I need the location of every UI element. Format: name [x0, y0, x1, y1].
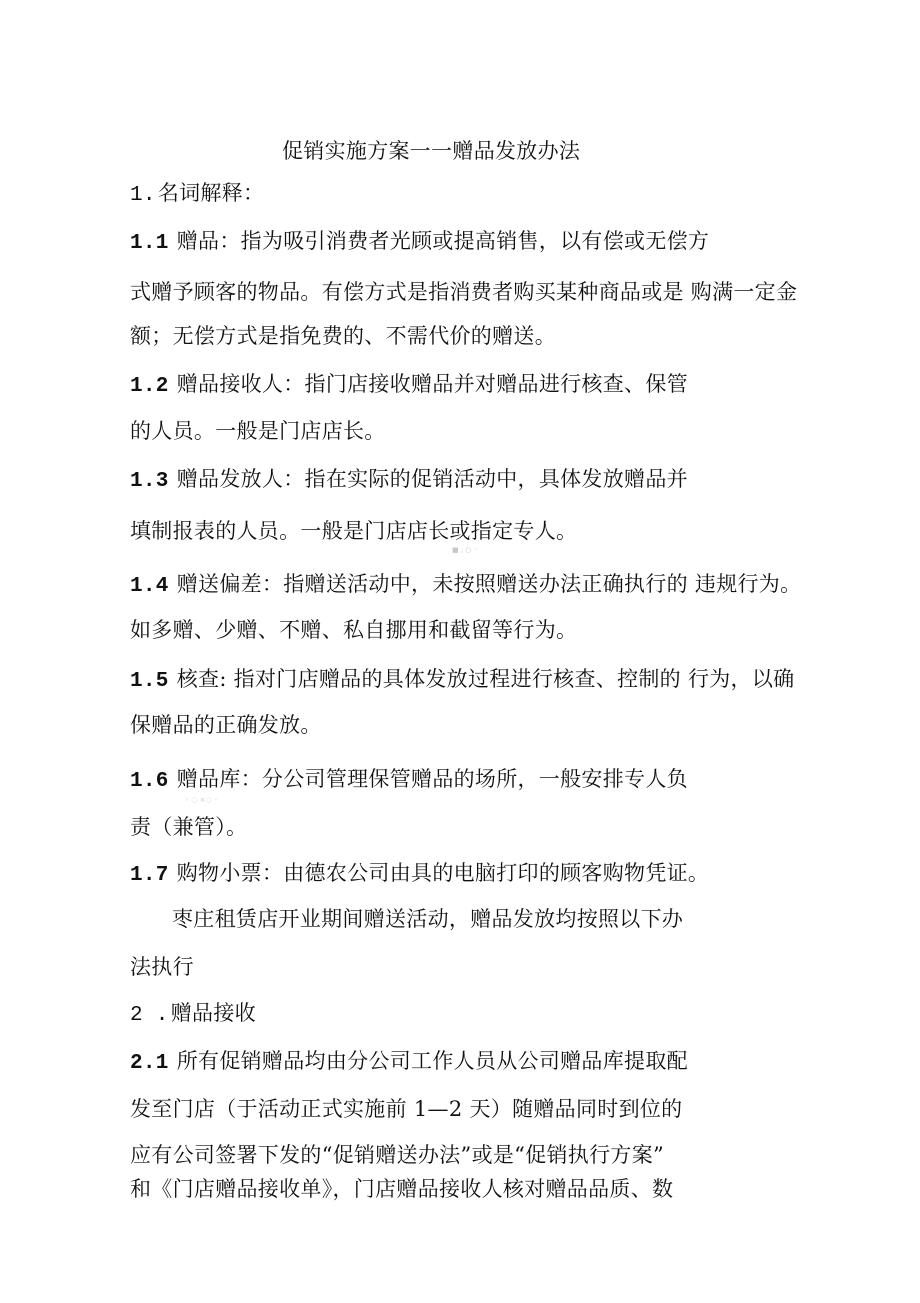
- definition-item-1-7: [130, 860, 709, 889]
- item-number: 1.6: [130, 770, 169, 793]
- section-heading-text: 赠品接收: [170, 1001, 256, 1025]
- item-text: 赠品接收人：指门店接收赠品并对赠品进行核查、保管: [176, 372, 688, 396]
- item-number: 1.5: [130, 670, 169, 693]
- section-heading-text: 名词解释：: [157, 181, 265, 205]
- section-number: 2 .: [130, 1004, 169, 1027]
- item-text: 赠品发放人：指在实际的促销活动中，具体发放赠品并: [176, 467, 688, 491]
- section-heading-1: [130, 180, 264, 209]
- paragraph-line: 和《门店赠品接收单》，门店赠品接收人核对赠品品质、数: [130, 1177, 674, 1201]
- procedure-item-2-1: [130, 1048, 688, 1077]
- paragraph-line: 发至门店（于活动正式实施前 1—2 天）随赠品同时到位的: [130, 1097, 683, 1121]
- item-number: 1.2: [130, 375, 169, 398]
- item-text: 所有促销赠品均由分公司工作人员从公司赠品库提取配: [176, 1049, 688, 1073]
- definition-item-1-2: [130, 371, 688, 400]
- scan-artifact: ■ ; ○ ◦: [452, 546, 478, 554]
- item-number: 1.3: [130, 470, 169, 493]
- document-title: 促销实施方案一一赠品发放办法: [282, 139, 581, 163]
- definition-item-1-4: [130, 571, 801, 600]
- item-text: 赠送偏差：指赠送活动中，未按照赠送办法正确执行的 违规行为。: [176, 572, 802, 596]
- section-heading-2: [130, 1000, 256, 1029]
- paragraph-line: 保赠品的正确发放。: [130, 713, 322, 737]
- scan-artifact: ◦ ◌ ×◌ ◦: [185, 796, 219, 804]
- definition-item-1-3: [130, 466, 688, 495]
- item-number: 1.1: [130, 232, 169, 255]
- paragraph-line: 额；无偿方式是指免费的、不需代价的赠送。: [130, 324, 556, 348]
- item-text: 购物小票：由德农公司由具的电脑打印的顾客购物凭证。: [176, 861, 710, 885]
- definition-item-1-5: [130, 666, 794, 695]
- item-text: 赠品：指为吸引消费者光顾或提高销售，以有偿或无偿方: [176, 229, 710, 253]
- item-text: 赠品库：分公司管理保管赠品的场所，一般安排专人负: [176, 767, 688, 791]
- intro-paragraph-line: 枣庄租赁店开业期间赠送活动，赠品发放均按照以下办: [172, 907, 684, 931]
- paragraph-line: 的人员。一般是门店店长。: [130, 419, 386, 443]
- item-number: 1.7: [130, 864, 169, 887]
- paragraph-line: 如多赠、少赠、不赠、私自挪用和截留等行为。: [130, 618, 578, 642]
- section-number: 1.: [130, 184, 156, 207]
- definition-item-1-1: [130, 228, 709, 257]
- item-text: 核查: 指对门店赠品的具体发放过程进行核查、控制的 行为，以确: [176, 667, 795, 691]
- paragraph-line: 责（兼管）。: [130, 815, 248, 839]
- paragraph-line: 填制报表的人员。一般是门店店长或指定专人。: [130, 519, 578, 543]
- paragraph-line: 应有公司签署下发的“促销赠送办法”或是“促销执行方案”: [130, 1143, 665, 1167]
- intro-paragraph-line: 法执行: [130, 955, 194, 979]
- item-number: 2.1: [130, 1052, 169, 1075]
- item-number: 1.4: [130, 575, 169, 598]
- paragraph-line: 式赠予顾客的物品。有偿方式是指消费者购买某种商品或是 购满一定金: [130, 280, 798, 304]
- definition-item-1-6: [130, 766, 688, 795]
